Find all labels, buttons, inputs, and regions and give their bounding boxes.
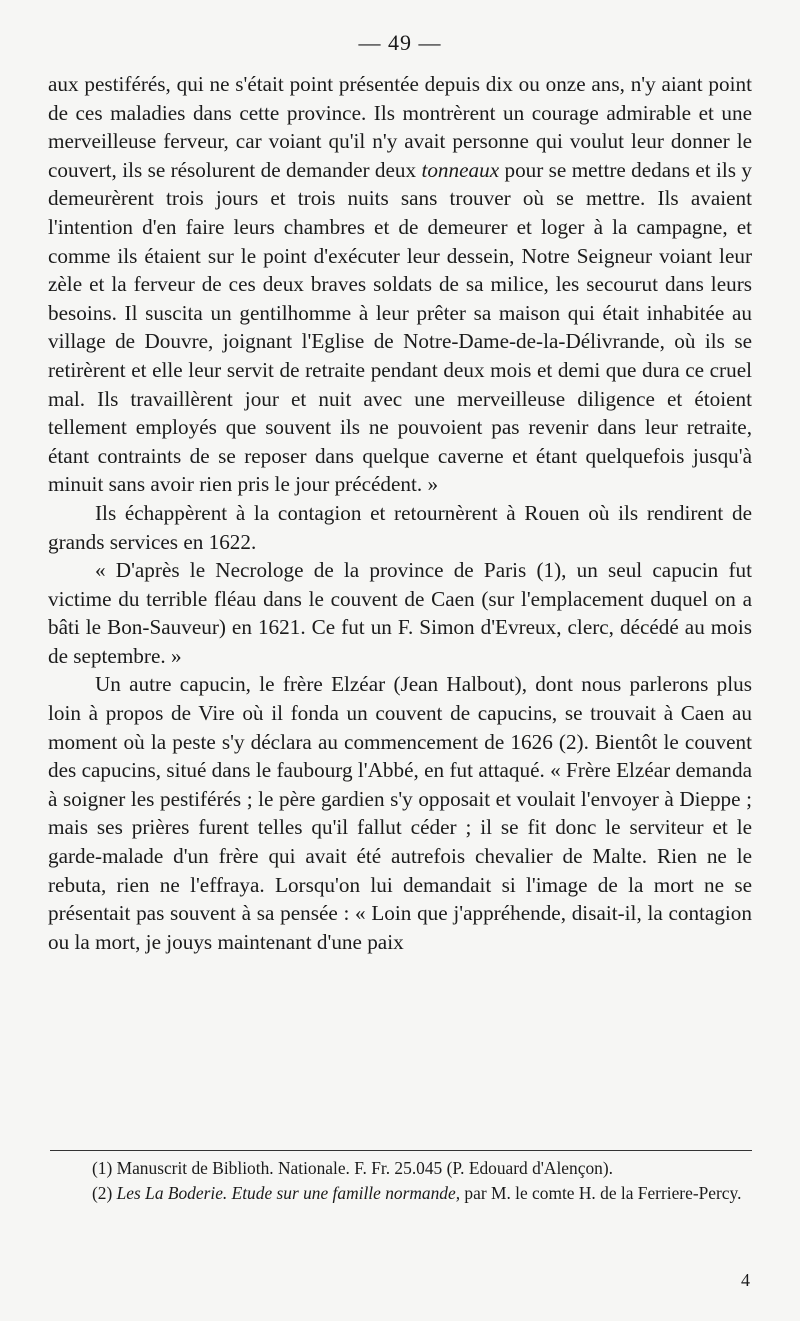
footnote-2-title: Les La Boderie. Etude sur une famille normande, [116, 1183, 461, 1204]
footnote-1: (1) Manuscrit de Biblioth. Nationale. F. Fr. 25.045 (P. Edouard d'Alençon). [92, 1158, 613, 1178]
paragraph-2: Ils échappèrent à la contagion et retournèrent à Rouen où ils rendirent de grands services en 1622. [48, 500, 752, 554]
footnote-2 [48, 1183, 752, 1204]
footnote-2-number: (2) [92, 1183, 117, 1204]
paragraph-3: « D'après le Necrologe de la province de Paris (1), un seul capucin fut victime du terrible fléau dans le couvent de Caen (sur l'emplacement duquel on a bâti le Bon-Sauveur) en 1621. Ce fut un F. Simon d'Evreux, clerc, décédé au mois de septembre. » [48, 558, 752, 668]
paragraph-1-rest: pour se mettre dedans et ils y demeurèrent trois jours et trois nuits sans trouver où se mettre. Ils avaient l'intention d'en faire leurs chambres et de demeurer et loger à la campagne, et comme ils étaient sur le point d'exécuter leur dessein, Notre Seigneur voiant leur zèle et la ferveur de ces deux braves soldats de sa milice, les secourut dans leurs besoins. Il suscita un gentilhomme à leur prêter sa maison qui était inhabitée au village de Douvre, joignant l'Eglise de Notre-Dame-de-la-Délivrande, où ils se retirèrent et elle leur servit de retraite pendant deux mois et demi que dura ce cruel mal. Ils travaillèrent jour et nuit avec une merveilleuse diligence et étoient tellement employés que souvent ils ne pouvoient pas revenir dans leur retraite, étant contraints de se reposer dans quelque caverne et étant quelquefois jusqu'à minuit sans avoir rien pris le jour précédent. » [48, 157, 752, 497]
body-text [48, 70, 752, 956]
footnotes [48, 1158, 752, 1209]
footnote-divider [50, 1150, 752, 1151]
footnote-2-rest: par M. le comte H. de la Ferriere-Percy. [460, 1183, 742, 1204]
signature-mark: 4 [741, 1270, 750, 1290]
page-number: — 49 — [358, 30, 442, 55]
paragraph-1-text: aux pestiférés, qui ne s'était point présentée depuis dix ou onze ans, n'y aiant point de ces maladies dans cette province. Ils montrèrent un courage admirable et une merveilleuse ferveur, car voiant qu'il n'y avait personne qui voulut leur donner le couvert, ils se résolurent de demander deux [48, 72, 752, 182]
paragraph-1-italic: tonneaux [421, 157, 500, 182]
paragraph-1 [48, 70, 752, 499]
paragraph-4: Un autre capucin, le frère Elzéar (Jean Halbout), dont nous parlerons plus loin à propos de Vire où il fonda un couvent de capucins, se trouvait à Caen au moment où la peste s'y déclara au commencement de 1626 (2). Bientôt le couvent des capucins, situé dans le faubourg l'Abbé, en fut attaqué. « Frère Elzéar demanda à soigner les pestiférés ; le père gardien s'y opposait et voulait l'envoyer à Dieppe ; mais ses prières furent telles qu'il fallut céder ; il se fit donc le serviteur et le garde-malade d'un frère qui avait été autrefois chevalier de Malte. Rien ne le rebuta, rien ne l'effraya. Lorsqu'on lui demandait si l'image de la mort ne se présentait pas souvent à sa pensée : « Loin que j'appréhende, disait-il, la contagion ou la mort, je jouys maintenant d'une paix [48, 672, 752, 954]
